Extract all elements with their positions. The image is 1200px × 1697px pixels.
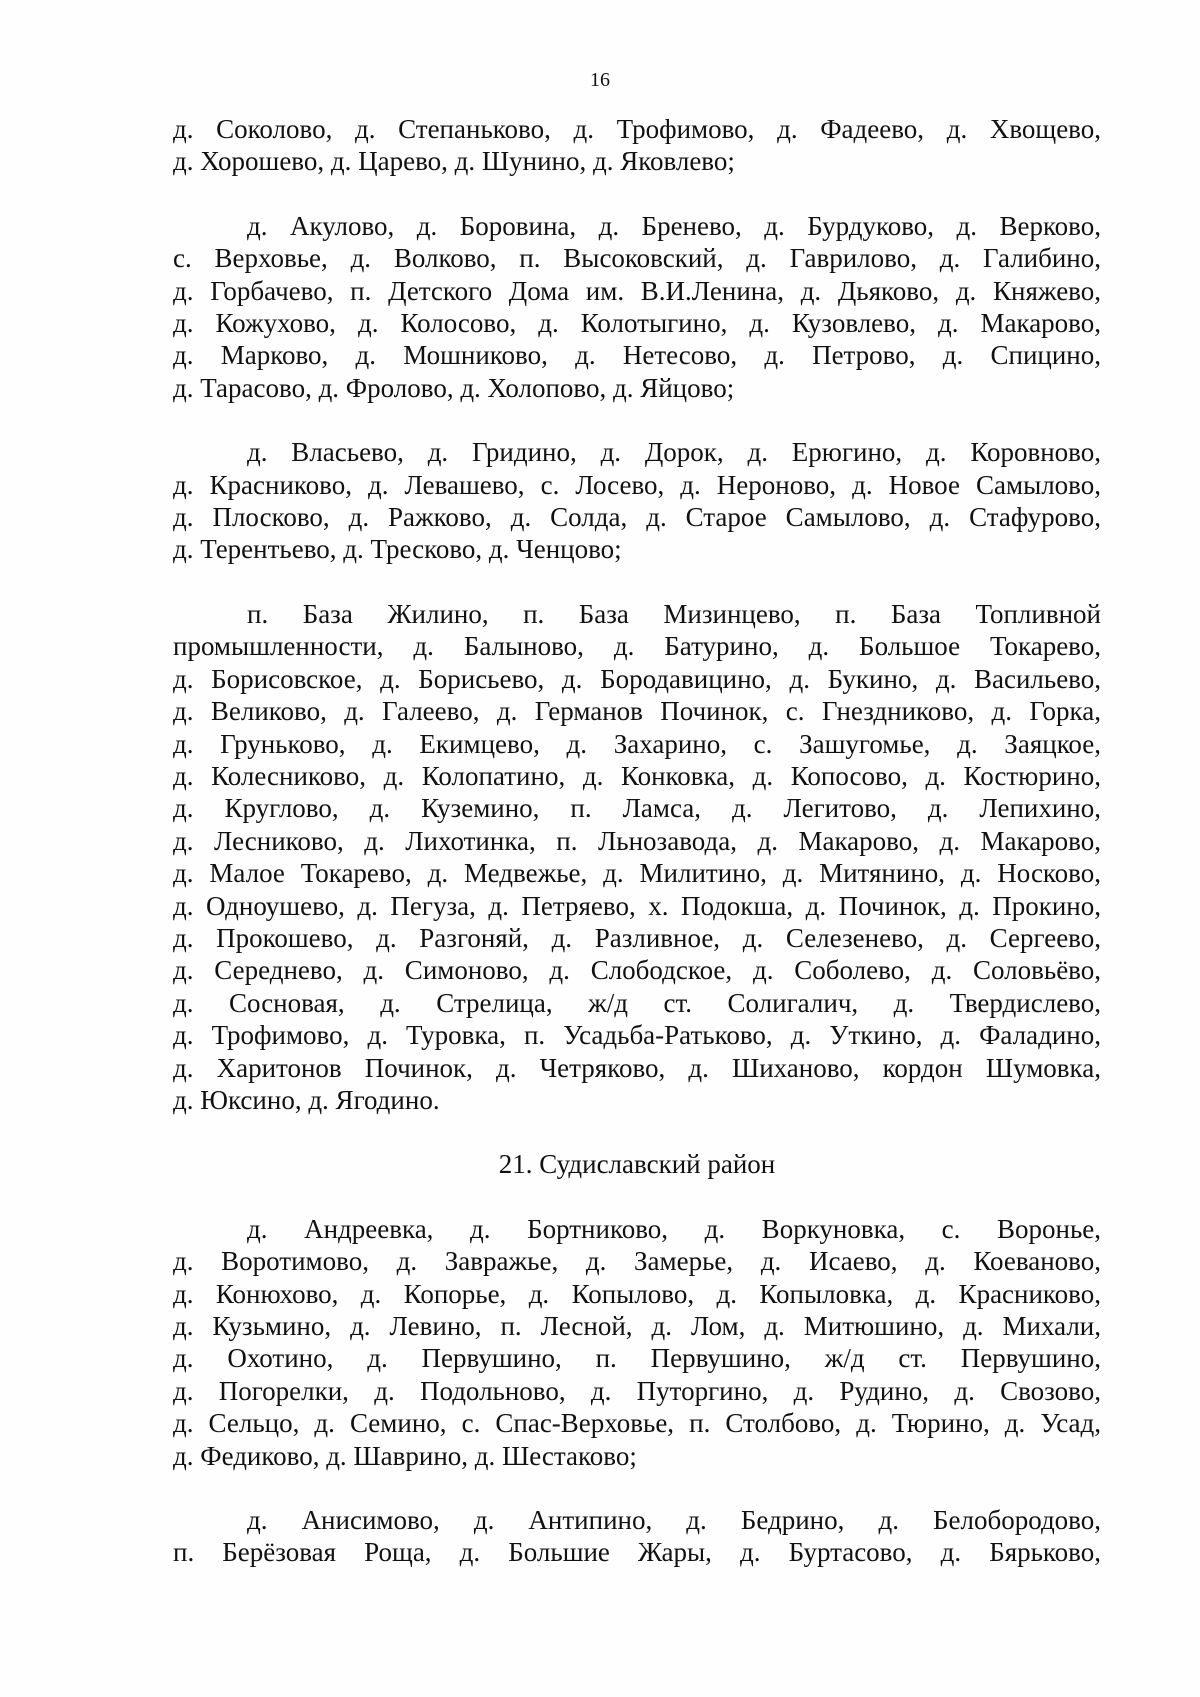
text-line: д. Середнево, д. Симоново, д. Слободское, д. Соболево, д. Соловьёво, bbox=[173, 955, 1101, 986]
text-line: д. Кузьмино, д. Левино, п. Лесной, д. Лом, д. Митюшино, д. Михали, bbox=[173, 1311, 1101, 1341]
paragraph-settlement-list bbox=[173, 1213, 1101, 1472]
paragraph-settlement-list bbox=[173, 1504, 1101, 1569]
text-line: д. Соколово, д. Степаньково, д. Трофимово, д. Фадеево, д. Хвощево, bbox=[173, 114, 1101, 144]
text-line: д. Красниково, д. Левашево, с. Лосево, д. Нероново, д. Новое Самылово, bbox=[173, 469, 1101, 500]
text-line: д. Власьево, д. Гридино, д. Дорок, д. Ерюгино, д. Коровново, bbox=[247, 437, 1101, 468]
paragraph-settlement-list bbox=[173, 210, 1101, 404]
text-line: д. Юксино, д. Ягодино. bbox=[173, 1084, 440, 1115]
text-line: д. Воротимово, д. Завражье, д. Замерье, д. Исаево, д. Коеваново, bbox=[173, 1246, 1101, 1277]
section-title: 21. Судиславский район bbox=[498, 1149, 776, 1180]
text-line: д. Конюхово, д. Копорье, д. Копылово, д. Копыловка, д. Красниково, bbox=[173, 1278, 1101, 1309]
text-line: промышленности, д. Балыново, д. Батурино, д. Большое Токарево, bbox=[173, 631, 1101, 662]
paragraph-settlement-list bbox=[173, 598, 1101, 1117]
text-line: п. База Жилино, п. База Мизинцево, п. База Топливной bbox=[247, 598, 1101, 629]
text-line: д. Прокошево, д. Разгоняй, д. Разливное, д. Селезенево, д. Сергеево, bbox=[173, 922, 1101, 953]
text-line: д. Сельцо, д. Семино, с. Спас-Верховье, п. Столбово, д. Тюрино, д. Усад, bbox=[173, 1408, 1101, 1439]
page-number: 16 bbox=[590, 69, 610, 91]
text-line: д. Великово, д. Галеево, д. Германов Починок, с. Гнездниково, д. Горка, bbox=[173, 696, 1101, 727]
text-line: д. Груньково, д. Екимцево, д. Захарино, с. Зашугомье, д. Заяцкое, bbox=[173, 728, 1101, 759]
text-line: д. Погорелки, д. Подольново, д. Путоргино, д. Рудино, д. Свозово, bbox=[173, 1375, 1101, 1406]
text-line: п. Берёзовая Роща, д. Большие Жары, д. Буртасово, д. Бярьково, bbox=[173, 1537, 1101, 1568]
text-line: д. Лесниково, д. Лихотинка, п. Льнозавода, д. Макарово, д. Макарово, bbox=[173, 825, 1101, 856]
text-line: с. Верховье, д. Волково, п. Высоковский, д. Гаврилово, д. Галибино, bbox=[173, 243, 1101, 274]
text-line: д. Хорошево, д. Царево, д. Шунино, д. Яковлево; bbox=[173, 146, 735, 177]
text-line: д. Терентьево, д. Тресково, д. Ченцово; bbox=[173, 534, 622, 565]
text-line: д. Малое Токарево, д. Медвежье, д. Милитино, д. Митянино, д. Носково, bbox=[173, 858, 1101, 889]
text-line: д. Борисовское, д. Борисьево, д. Бородавицино, д. Букино, д. Васильево, bbox=[173, 663, 1101, 694]
text-line: д. Акулово, д. Боровина, д. Бренево, д. Бурдуково, д. Верково, bbox=[247, 210, 1101, 241]
text-line: д. Круглово, д. Куземино, п. Ламса, д. Легитово, д. Лепихино, bbox=[173, 793, 1101, 824]
text-line: д. Анисимово, д. Антипино, д. Бедрино, д. Белобородово, bbox=[247, 1505, 1101, 1536]
paragraph-settlement-list bbox=[173, 436, 1101, 566]
text-line: д. Тарасово, д. Фролово, д. Холопово, д. Яйцово; bbox=[173, 372, 735, 403]
document-body bbox=[173, 113, 1101, 1601]
text-line: д. Сосновая, д. Стрелица, ж/д ст. Солигалич, д. Твердислево, bbox=[173, 987, 1101, 1018]
text-line: д. Харитонов Починок, д. Четряково, д. Шиханово, кордон Шумовка, bbox=[173, 1052, 1101, 1083]
text-line: д. Андреевка, д. Бортниково, д. Воркуновка, с. Воронье, bbox=[247, 1213, 1101, 1244]
text-line: д. Плосково, д. Ражково, д. Солда, д. Старое Самылово, д. Стафурово, bbox=[173, 502, 1101, 533]
text-line: д. Горбачево, п. Детского Дома им. В.И.Ленина, д. Дьяково, д. Княжево, bbox=[173, 275, 1101, 306]
text-line: д. Трофимово, д. Туровка, п. Усадьба-Ратьково, д. Уткино, д. Фаладино, bbox=[173, 1020, 1101, 1051]
text-line: д. Кожухово, д. Колосово, д. Колотыгино, д. Кузовлево, д. Макарово, bbox=[173, 308, 1101, 339]
paragraph-settlement-list bbox=[173, 113, 1101, 178]
text-line: д. Федиково, д. Шаврино, д. Шестаково; bbox=[173, 1440, 637, 1471]
text-line: д. Марково, д. Мошниково, д. Нетесово, д. Петрово, д. Спицино, bbox=[173, 340, 1101, 371]
text-line: д. Колесниково, д. Колопатино, д. Конковка, д. Копосово, д. Костюрино, bbox=[173, 760, 1101, 791]
text-line: д. Охотино, д. Первушино, п. Первушино, ж/д ст. Первушино, bbox=[173, 1343, 1101, 1374]
text-line: д. Одноушево, д. Пегуза, д. Петряево, х. Подокша, д. Починок, д. Прокино, bbox=[173, 890, 1101, 921]
